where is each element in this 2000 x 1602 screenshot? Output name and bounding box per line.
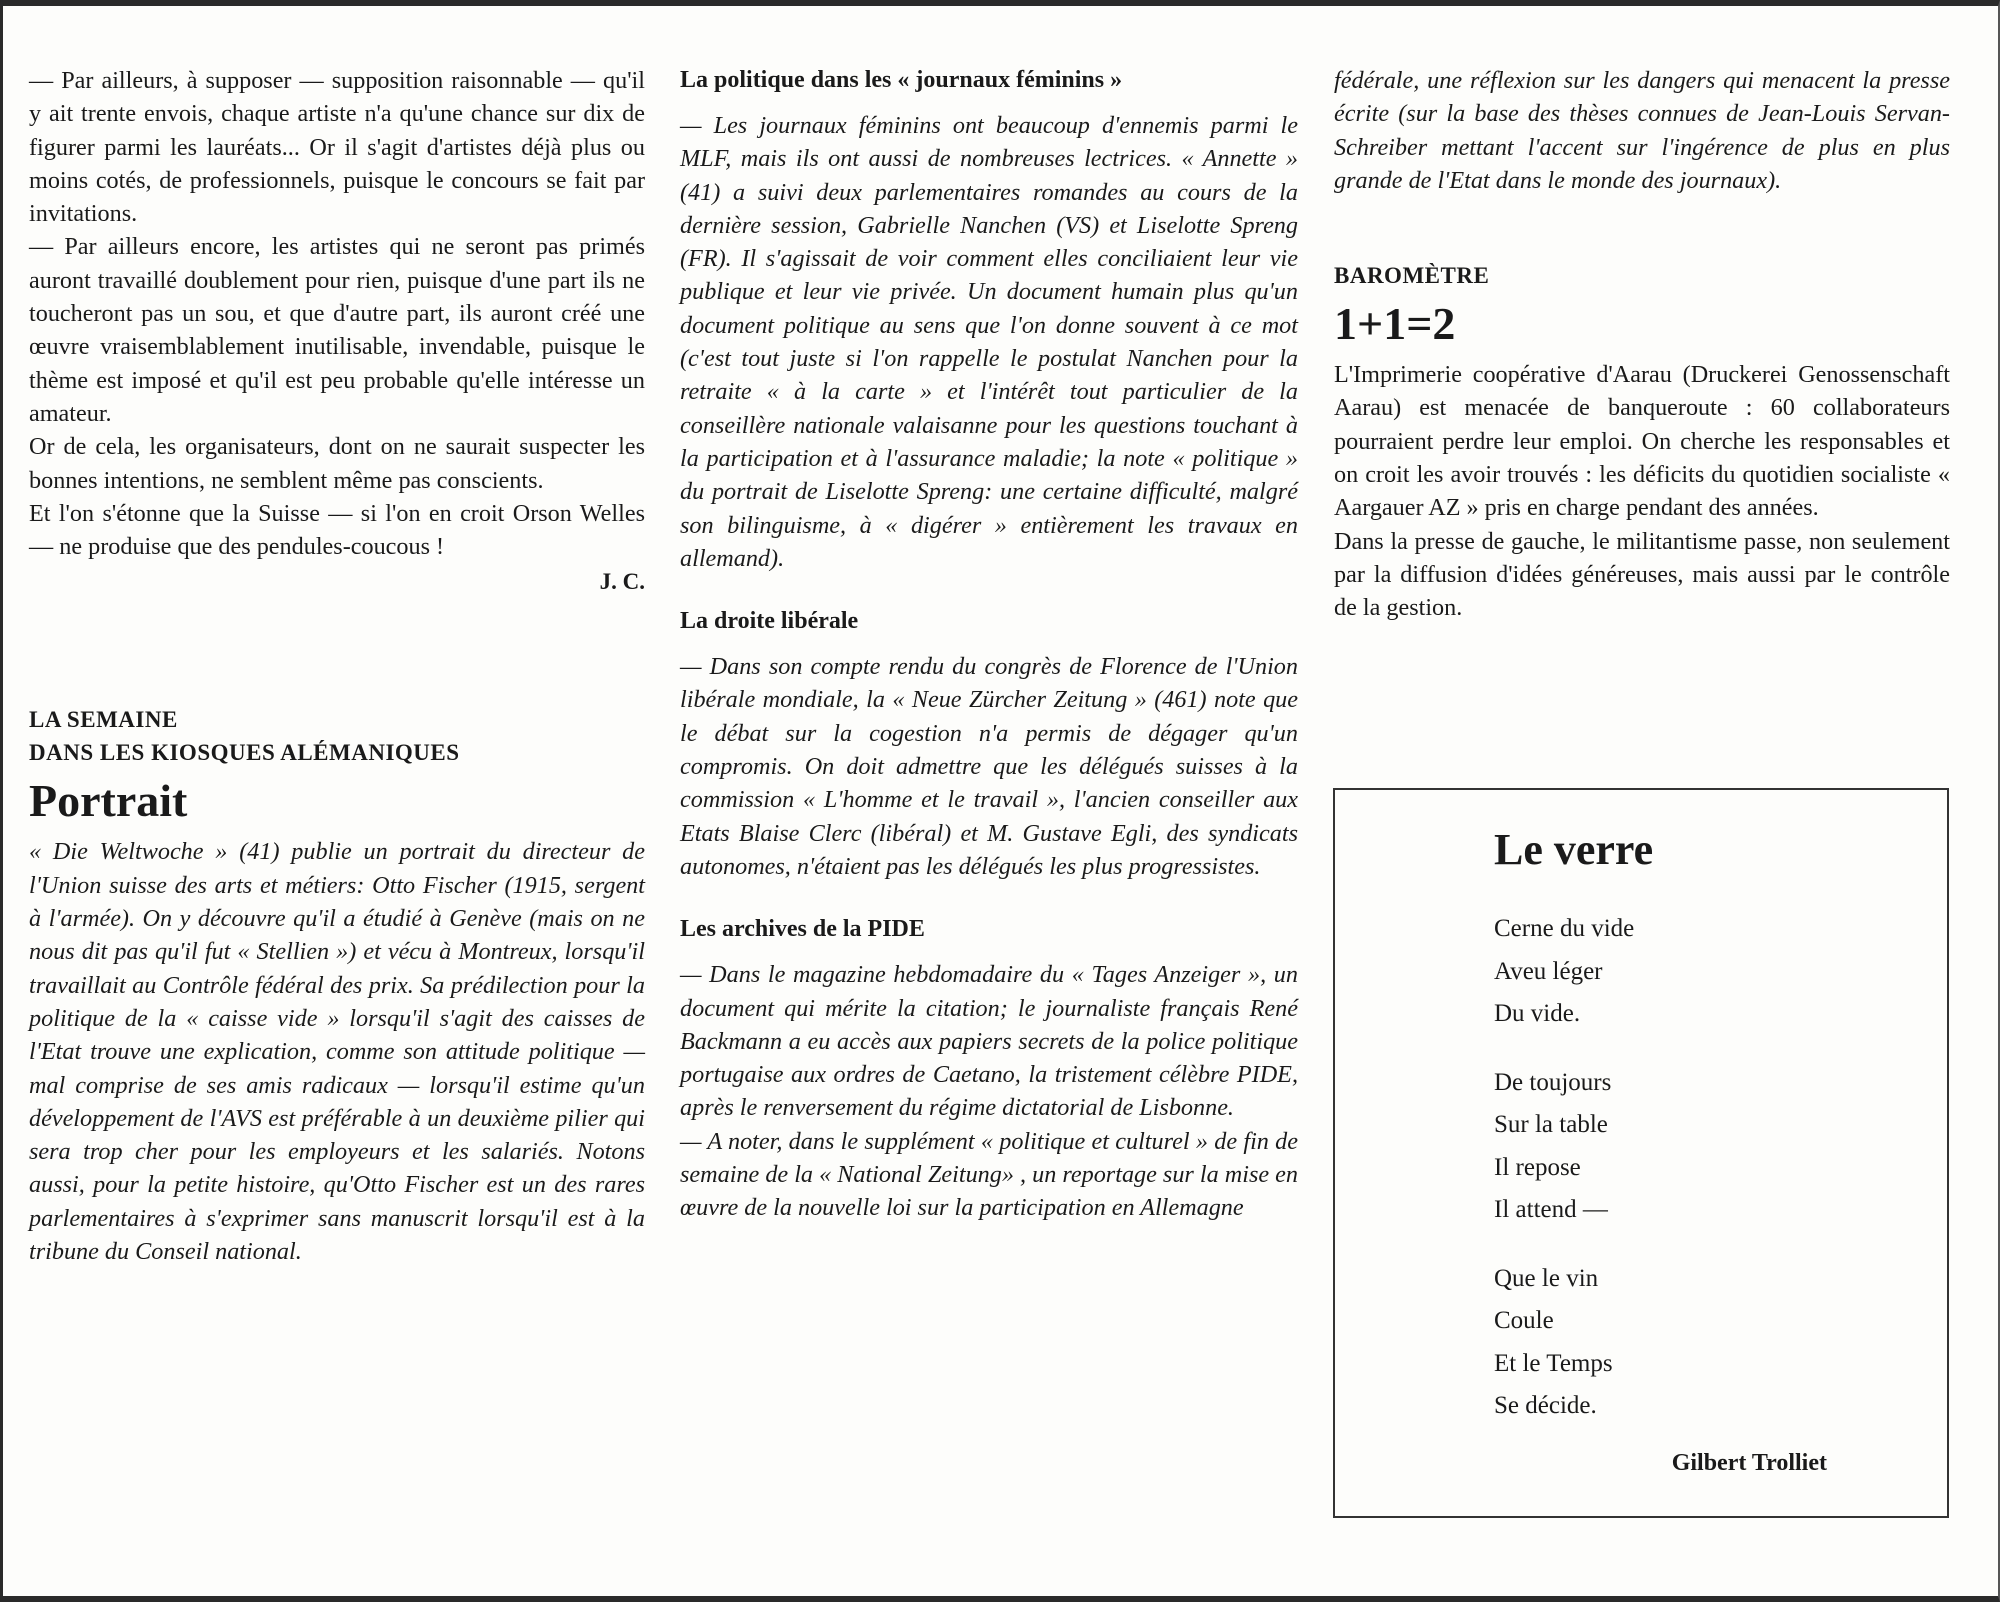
article-body: Dans la presse de gauche, le militantisme passe, non seulement par la diffusion d'idées généreuses, mais aussi par le contrôle de la gestion. xyxy=(1334,527,1950,622)
poem-title: Le verre xyxy=(1494,825,1654,874)
article-body: — Les journaux féminins ont beaucoup d'ennemis parmi le MLF, mais ils ont aussi de nombreuses lectrices. « Annette » (41) a suivi deux parlementaires romandes au cours de la dernière session, Gabrielle Nanchen (VS) et Liselotte Spreng (FR). Il s'agissait de voir comment elles conciliaient leur vie publique et leur vie privée. Un document humain plus qu'un document politique au sens que l'on donne souvent à ce mot (c'est tout juste si l'on rappelle le postulat Nanchen pour la retraite « à la carte » et l'intérêt tout particulier de la conseillère nationale valaisanne pour les questions touchant à la participation et à l'assurance maladie; la note « politique » du portrait de Liselotte Spreng: une certaine difficulté, malgré son bilinguisme, à « digérer » entièrement les travaux en allemand). xyxy=(680,112,1298,572)
poem-line: Du vide. xyxy=(1494,1000,1581,1027)
section-kicker: DANS LES KIOSQUES ALÉMANIQUES xyxy=(29,740,460,766)
column-middle xyxy=(680,64,1298,1225)
poem-line: Se décide. xyxy=(1494,1392,1597,1419)
column-left xyxy=(29,64,645,1268)
article-body: L'Imprimerie coopérative d'Aarau (Druckerei Genossenschaft Aarau) est menacée de banqueroute : 60 collaborateurs pourraient perdre leur emploi. On cherche les responsables et on croit les avoir trouvés : les déficits du quotidien socialiste « Aargauer AZ » pris en charge pendant des années. xyxy=(1334,361,1950,522)
paragraph: — Par ailleurs encore, les artistes qui ne seront pas primés auront travaillé doublement pour rien, puisque d'une part ils ne toucheront pas un sou, et que d'autre part, ils auront créé une œuvre vraisemblablement inutilisable, invendable, puisque le thème est imposé et qu'il est peu probable qu'elle intéresse un amateur. xyxy=(29,233,645,427)
article-body: — A noter, dans le supplément « politique et culturel » de fin de semaine de la « National Zeitung» , un reportage sur la mise en œuvre de la nouvelle loi sur la participation en Allemagne xyxy=(680,1127,1298,1222)
poem-stanza xyxy=(1494,1062,1634,1232)
article-body: — Dans le magazine hebdomadaire du « Tages Anzeiger », un document qui mérite la citation; le journaliste français René Backmann a eu accès aux papiers secrets de la police politique portugaise aux ordres de Caetano, la tristement célèbre PIDE, après le renversement du régime dictatorial de Lisbonne. xyxy=(680,961,1298,1122)
poem-line: Aveu léger xyxy=(1494,957,1603,985)
column-right xyxy=(1334,64,1950,625)
article-continuation: fédérale, une réflexion sur les dangers qui menacent la presse écrite (sur la base des thèses connues de Jean-Louis Servan-Schreiber mettant l'accent sur l'ingérence de plus en plus grande de l'Etat dans le monde des journaux). xyxy=(1334,67,1950,194)
article-body: « Die Weltwoche » (41) publie un portrait du directeur de l'Union suisse des arts et métiers: Otto Fischer (1915, sergent à l'armée). On y découvre qu'il a étudié à Genève (mais on ne nous dit pas qu'il fut « Stellien ») et vécu à Montreux, lorsqu'il travaillait au Contrôle fédéral des prix. Sa prédilection pour la politique de la « caisse vide » lorsqu'il s'agit des caisses de l'Etat trouve une explication, comme son attitude politique — mal comprise de ses amis radicaux — lorsqu'il estime qu'un développement de l'AVS est préférable à un deuxième pilier qui sera trop cher pour les employeurs et les salariés. Notons aussi, pour la petite histoire, qu'Otto Fischer est un des rares parlementaires à s'exprimer sans manuscrit lorsqu'il est à la tribune du Conseil national. xyxy=(29,838,645,1266)
paragraph: Or de cela, les organisateurs, dont on ne saurait suspecter les bonnes intentions, ne semblent même pas conscients. xyxy=(29,433,645,494)
article-subheading: Les archives de la PIDE xyxy=(680,916,925,943)
section-kicker: BAROMÈTRE xyxy=(1334,263,1490,289)
poem-line: De toujours xyxy=(1494,1068,1612,1096)
poem-line: Et le Temps xyxy=(1494,1349,1613,1377)
poem-line: Il repose xyxy=(1494,1153,1581,1181)
article-subheading: La politique dans les « journaux féminins » xyxy=(680,67,1123,93)
article-body: — Dans son compte rendu du congrès de Florence de l'Union libérale mondiale, la « Neue Zürcher Zeitung » (461) note que le débat sur la cogestion n'a permis de dégager qu'un compromis. On doit admettre que les délégués suisses à la commission « L'homme et le travail », l'ancien conseiller aux Etats Blaise Clerc (libéral) et M. Gustave Egli, des syndicats autonomes, n'étaient pas les délégués les plus progressistes. xyxy=(680,653,1298,880)
paragraph: Et l'on s'étonne que la Suisse — si l'on en croit Orson Welles — ne produise que des pendules-coucous ! xyxy=(29,499,645,561)
poem-author: Gilbert Trolliet xyxy=(1671,1450,1827,1476)
poem-body xyxy=(1494,908,1634,1454)
article-headline: 1+1=2 xyxy=(1334,298,1456,350)
paragraph: — Par ailleurs, à supposer — supposition raisonnable — qu'il y ait trente envois, chaque artiste n'a qu'une chance sur dix de figurer parmi les lauréats... Or il s'agit d'artistes déjà plus ou moins cotés, de professionnels, puisque le concours se fait par invitations. xyxy=(29,67,645,228)
poem-line: Que le vin xyxy=(1494,1264,1599,1292)
poem-line: Cerne du vide xyxy=(1494,915,1635,942)
poem-line: Il attend — xyxy=(1494,1196,1608,1223)
author-signature: J. C. xyxy=(599,569,645,595)
section-kicker: LA SEMAINE xyxy=(29,707,178,733)
poem-box xyxy=(1333,788,1949,1518)
article-subheading: La droite libérale xyxy=(680,608,859,635)
poem-line: Sur la table xyxy=(1494,1111,1608,1138)
poem-line: Coule xyxy=(1494,1307,1554,1334)
article-headline: Portrait xyxy=(29,775,188,827)
poem-stanza xyxy=(1494,1258,1634,1428)
poem-stanza xyxy=(1494,908,1634,1036)
